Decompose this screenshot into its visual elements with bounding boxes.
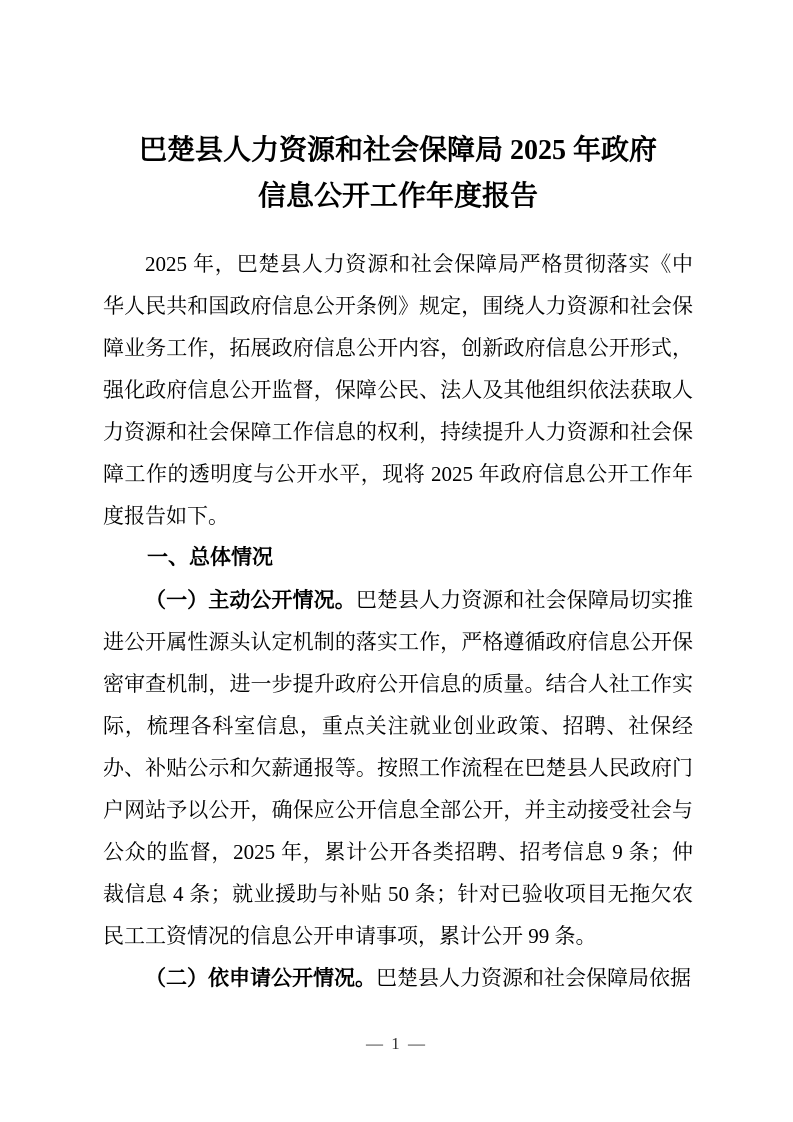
- paragraph-on-request-disclosure-lead: （二）依申请公开情况。: [145, 966, 376, 990]
- paragraph-active-disclosure: [103, 579, 693, 957]
- document-content: [103, 0, 693, 999]
- document-title-line1: 巴楚县人力资源和社会保障局 2025 年政府: [138, 135, 657, 166]
- paragraph-active-disclosure-lead: （一）主动公开情况。: [145, 588, 356, 612]
- document-title: [103, 0, 693, 220]
- paragraph-active-disclosure-body: 巴楚县人力资源和社会保障局切实推进公开属性源头认定机制的落实工作，严格遵循政府信息公开保密审查机制，进一步提升政府公开信息的质量。结合人社工作实际，梳理各科室信息，重点关注就业创业政策、招聘、社保经办、补贴公示和欠薪通报等。按照工作流程在巴楚县人民政府门户网站予以公开，确保应公开信息全部公开，并主动接受社会与公众的监督，2025 年，累计公开各类招聘、招考信息 9 条；仲裁信息 4 条；就业援助与补贴 50 条；针对已验收项目无拖欠农民工工资情况的信息公开申请事项，累计公开 99 条。: [103, 588, 694, 948]
- intro-paragraph: 2025 年，巴楚县人力资源和社会保障局严格贯彻落实《中华人民共和国政府信息公开条例》规定，围绕人力资源和社会保障业务工作，拓展政府信息公开内容，创新政府信息公开形式，强化政府信息公开监督，保障公民、法人及其他组织依法获取人力资源和社会保障工作信息的权利，持续提升人力资源和社会保障工作的透明度与公开水平，现将 2025 年政府信息公开工作年度报告如下。: [103, 252, 693, 528]
- document-title-line2: 信息公开工作年度报告: [257, 181, 538, 212]
- paragraph-on-request-disclosure: [103, 957, 693, 999]
- paragraph-on-request-disclosure-body: 巴楚县人力资源和社会保障局依据: [376, 966, 691, 990]
- section-heading-overall-situation: 一、总体情况: [147, 546, 273, 569]
- page-number: — 1 —: [366, 1034, 427, 1053]
